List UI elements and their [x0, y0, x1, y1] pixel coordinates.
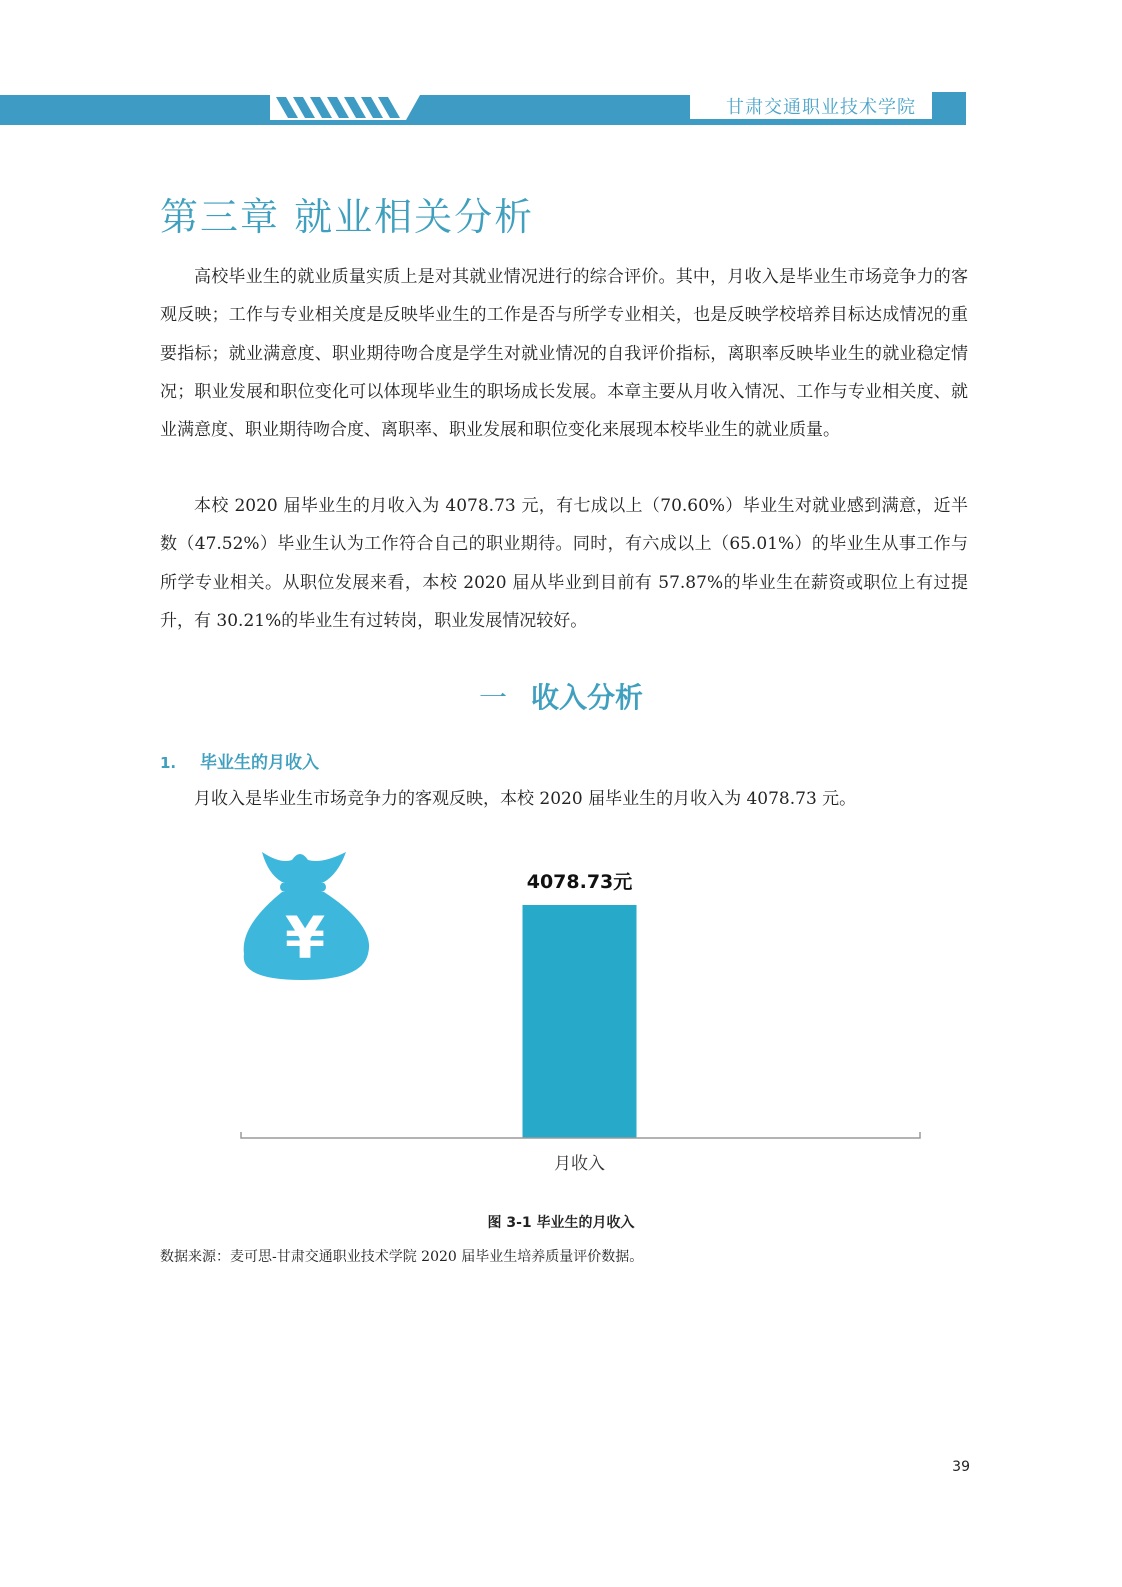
subsection-text: 月收入是毕业生市场竞争力的客观反映，本校 2020 届毕业生的月收入为 4078.73 元。: [194, 789, 857, 809]
subsection-text-block: [160, 780, 968, 818]
intro-text: [160, 258, 968, 449]
figure-caption: 图 3-1 毕业生的月收入: [487, 1215, 635, 1231]
page-number: 39: [952, 1459, 970, 1475]
section-heading: [0, 676, 1122, 716]
income-chart: [0, 830, 1122, 1190]
money-bag-icon: [244, 852, 369, 980]
chapter-title: 第三章 就业相关分析: [160, 195, 535, 239]
subsection-number: 1.: [160, 754, 177, 772]
subsection-heading: [160, 748, 319, 773]
header-institution: 甘肃交通职业技术学院: [726, 97, 916, 118]
header-band: [0, 0, 1122, 140]
bar-data-label: 4078.73元: [526, 871, 633, 893]
svg-text:¥: ¥: [284, 904, 326, 972]
data-source: 数据来源：麦可思-甘肃交通职业技术学院 2020 届毕业生培养质量评价数据。: [160, 1249, 644, 1265]
section-title: 收入分析: [531, 681, 644, 714]
subsection-title: 毕业生的月收入: [200, 753, 319, 773]
summary-text: [160, 487, 968, 640]
section-number: 一: [478, 681, 507, 714]
bar-0: [523, 905, 637, 1138]
summary-paragraph: 本校 2020 届毕业生的月收入为 4078.73 元，有七成以上（70.60%）毕业生对就业感到满意，近半数（47.52%）毕业生认为工作符合自己的职业期待。同时，有六成以上（65.01%）的毕业生从事工作与所学专业相关。从职位发展来看，本校 2020 届从毕业到目前有 57.87%的毕业生在薪资或职位上有过提升，有 30.21%的毕业生有过转岗，职业发展情况较好。: [160, 496, 968, 631]
header-tab-block: [932, 92, 966, 125]
intro-paragraph: 高校毕业生的就业质量实质上是对其就业情况进行的综合评价。其中，月收入是毕业生市场竞争力的客观反映；工作与专业相关度是反映毕业生的工作是否与所学专业相关，也是反映学校培养目标达成情况的重要指标；就业满意度、职业期待吻合度是学生对就业情况的自我评价指标，离职率反映毕业生的就业稳定情况；职业发展和职位变化可以体现毕业生的职场成长发展。本章主要从月收入情况、工作与专业相关度、就业满意度、职业期待吻合度、离职率、职业发展和职位变化来展现本校毕业生的就业质量。: [160, 267, 968, 441]
x-tick-label: 月收入: [554, 1154, 605, 1174]
